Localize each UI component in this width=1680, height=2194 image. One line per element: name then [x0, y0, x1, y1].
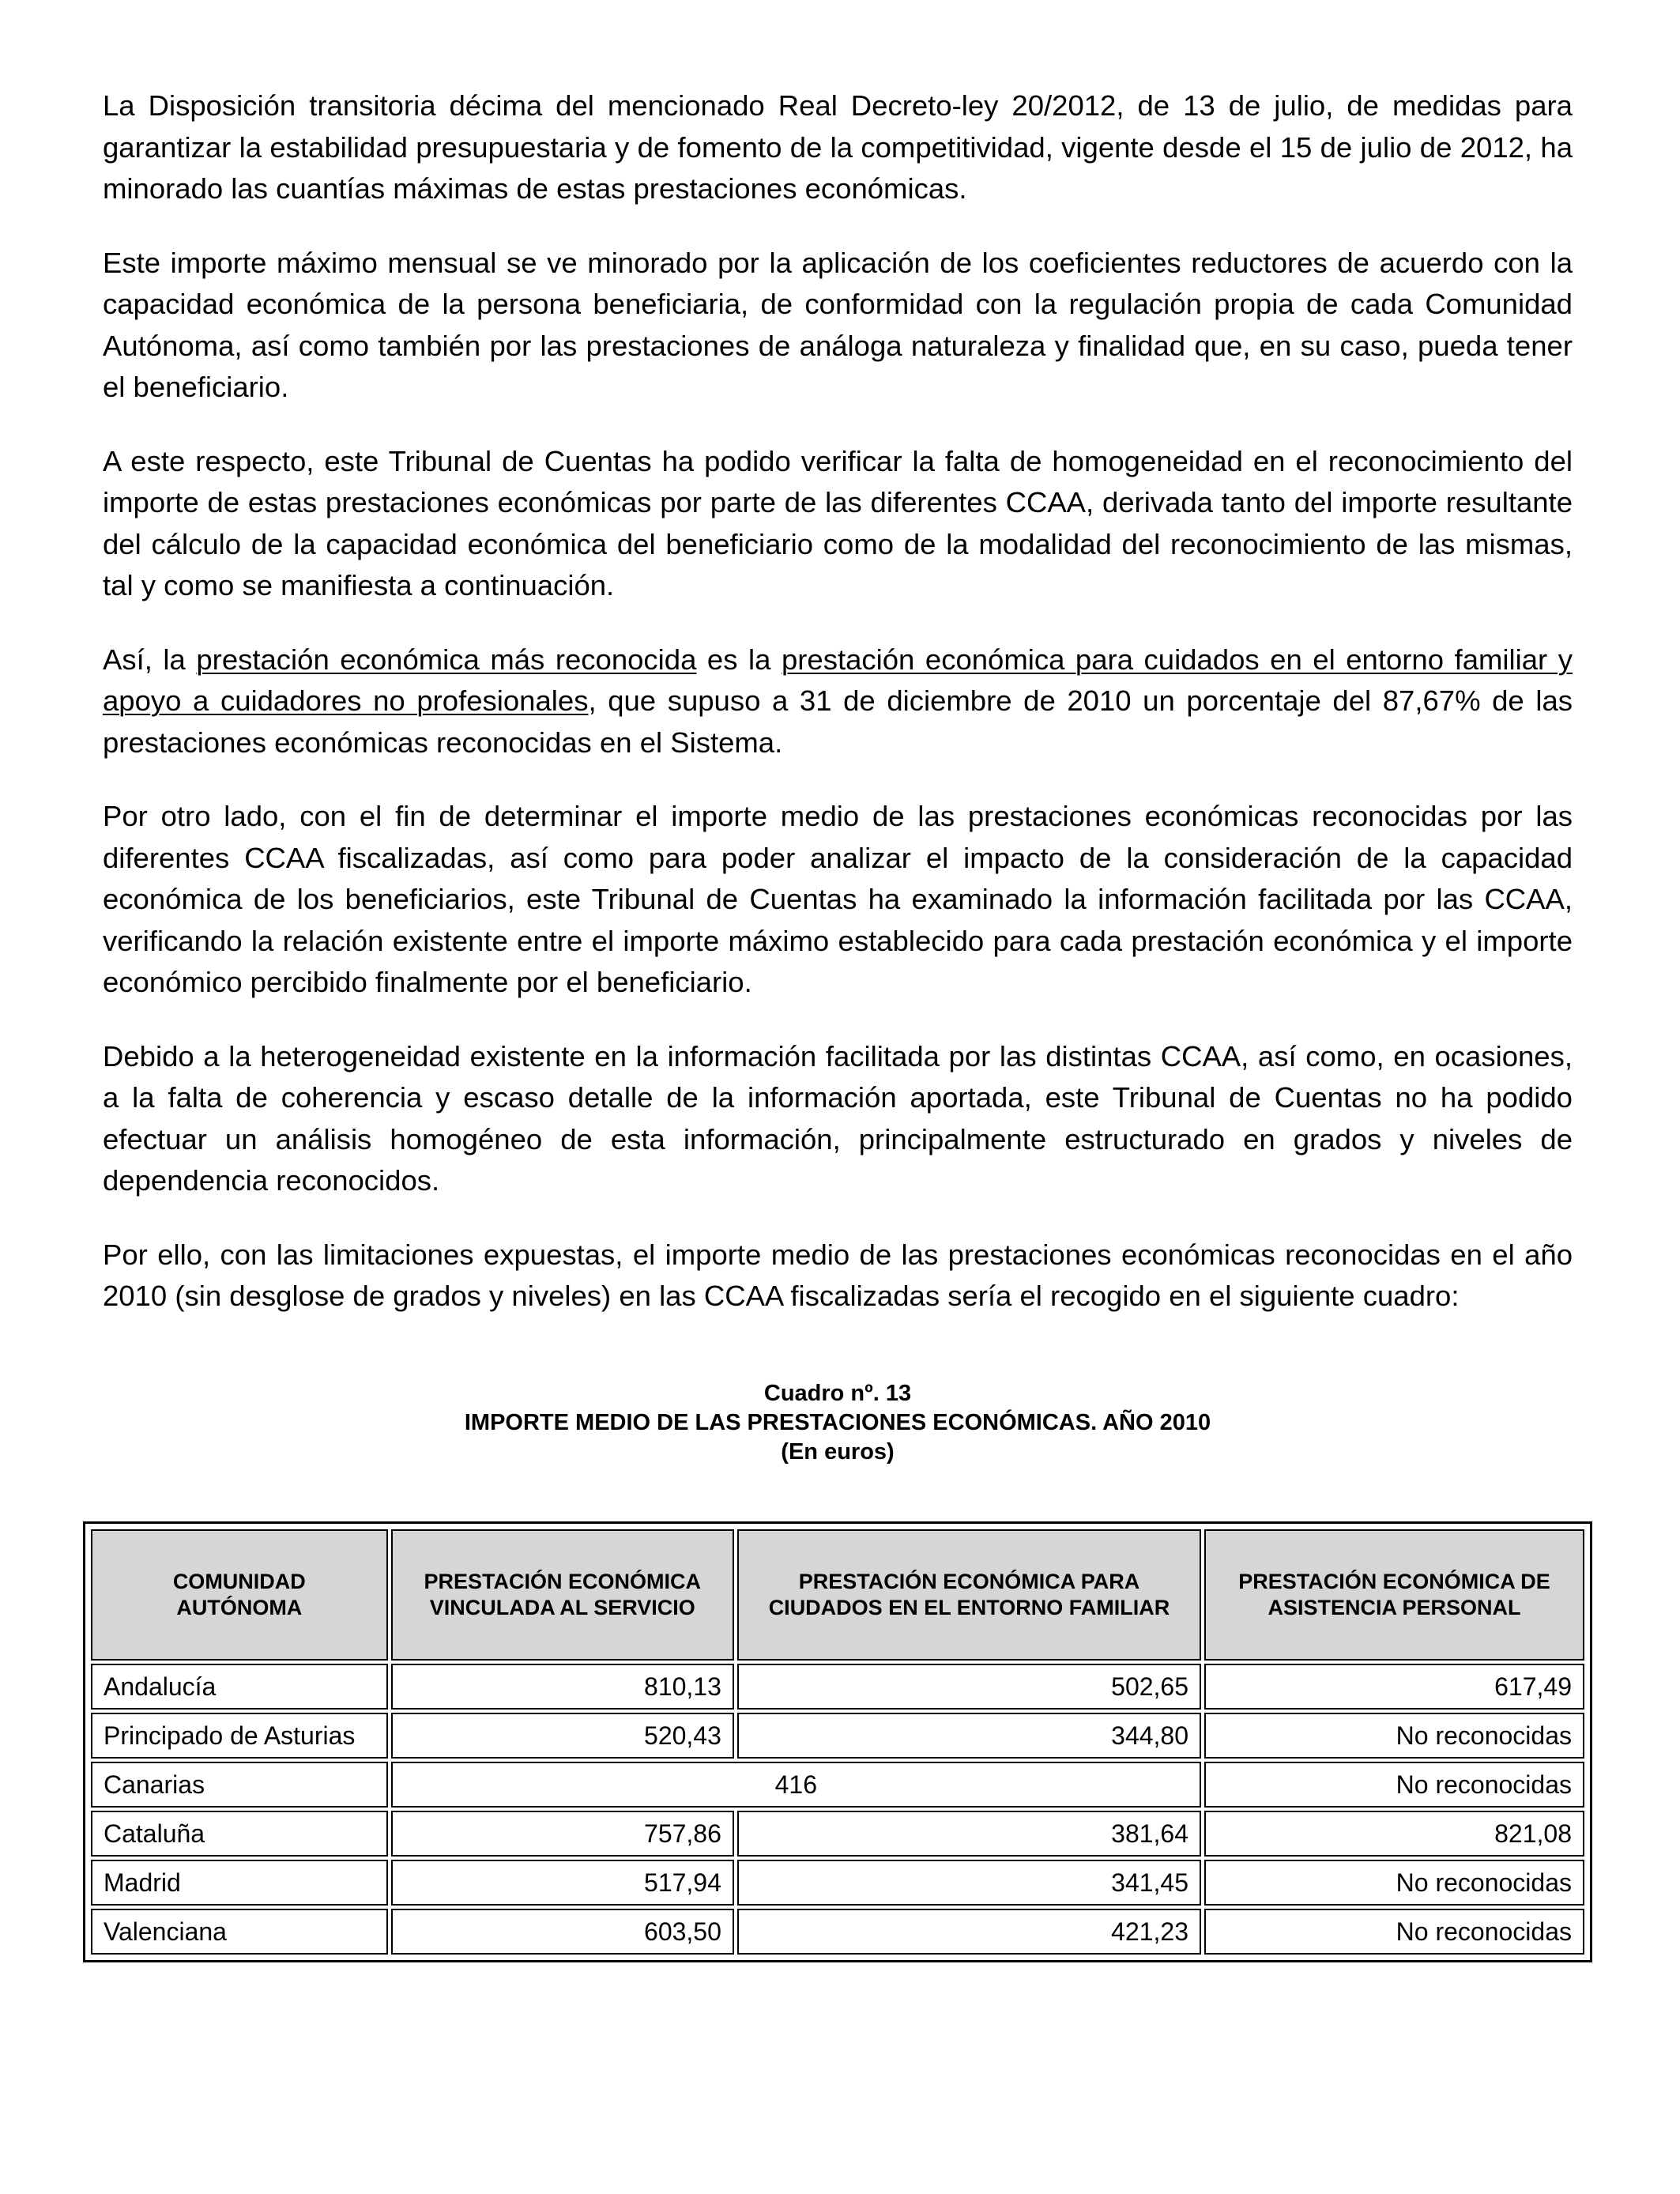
table-caption-title: IMPORTE MEDIO DE LAS PRESTACIONES ECONÓMICAS. AÑO 2010: [464, 1409, 1211, 1435]
cell-merged-vinculada-entorno: 416: [391, 1762, 1201, 1808]
cell-vinculada: 810,13: [391, 1664, 734, 1710]
header-comunidad: COMUNIDAD AUTÓNOMA: [91, 1529, 388, 1661]
table-row: [91, 1664, 1584, 1710]
paragraph-4-text-b: es la: [696, 643, 782, 676]
table-row: [91, 1713, 1584, 1759]
cell-asistencia: No reconocidas: [1204, 1762, 1584, 1808]
paragraph-4-underline-2: prestación económica para cuidados en el entorno familiar y apoyo a cuidadores no profesionales: [103, 643, 1573, 717]
paragraph-5: Por otro lado, con el fin de determinar el importe medio de las prestaciones económicas reconocidas por las diferentes CCAA fiscalizadas, así como para poder analizar el impacto de la consideración de la capacidad económica de los beneficiarios, este Tribunal de Cuentas ha examinado la información facilitada por las CCAA, verificando la relación existente entre el importe máximo establecido para cada prestación económica y el importe económico percibido finalmente por el beneficiario.: [103, 800, 1573, 998]
table-frame: [83, 1521, 1592, 1962]
cell-vinculada: 517,94: [391, 1860, 734, 1906]
table-caption-unit: (En euros): [781, 1438, 895, 1465]
header-vinculada-servicio: PRESTACIÓN ECONÓMICA VINCULADA AL SERVICIO: [391, 1529, 734, 1661]
paragraph-3: A este respecto, este Tribunal de Cuentas ha podido verificar la falta de homogeneidad en el reconocimiento del importe de estas prestaciones económicas por parte de las diferentes CCAA, derivada tanto del importe resultante del cálculo de la capacidad económica del beneficiario como de la modalidad del reconocimiento de las mismas, tal y como se manifiesta a continuación.: [103, 444, 1573, 601]
paragraph-1: La Disposición transitoria décima del mencionado Real Decreto-ley 20/2012, de 13 de julio, de medidas para garantizar la estabilidad presupuestaria y de fomento de la competitividad, vigente desde el 15 de julio de 2012, ha minorado las cuantías máximas de estas prestaciones económicas.: [103, 89, 1573, 205]
cell-comunidad: Andalucía: [91, 1664, 388, 1710]
cell-entorno: 344,80: [737, 1713, 1201, 1759]
cell-comunidad: Madrid: [91, 1860, 388, 1906]
table-header-row: [91, 1529, 1584, 1661]
table-row: [91, 1811, 1584, 1857]
cell-comunidad: Canarias: [91, 1762, 388, 1808]
paragraph-4-text-a: Así, la: [103, 643, 197, 676]
cell-comunidad: Cataluña: [91, 1811, 388, 1857]
cell-comunidad: Valenciana: [91, 1909, 388, 1955]
cell-entorno: 502,65: [737, 1664, 1201, 1710]
cell-vinculada: 520,43: [391, 1713, 734, 1759]
table-row: [91, 1909, 1584, 1955]
paragraph-4-text-c: , que supuso a 31 de diciembre de 2010 un porcentaje del 87,67% de las prestaciones económicas reconocidas en el Sistema.: [103, 684, 1573, 759]
cell-asistencia: No reconocidas: [1204, 1909, 1584, 1955]
cell-asistencia: 617,49: [1204, 1664, 1584, 1710]
cell-asistencia: 821,08: [1204, 1811, 1584, 1857]
cell-asistencia: No reconocidas: [1204, 1860, 1584, 1906]
cell-entorno: 341,45: [737, 1860, 1201, 1906]
cell-asistencia: No reconocidas: [1204, 1713, 1584, 1759]
paragraph-2: Este importe máximo mensual se ve minorado por la aplicación de los coeficientes reductores de acuerdo con la capacidad económica de la persona beneficiaria, de conformidad con la regulación propia de cada Comunidad Autónoma, así como también por las prestaciones de análoga naturaleza y finalidad que, en su caso, pueda tener el beneficiario.: [103, 246, 1573, 403]
prestaciones-table: [88, 1526, 1588, 1958]
cell-vinculada: 603,50: [391, 1909, 734, 1955]
paragraph-6: Debido a la heterogeneidad existente en la información facilitada por las distintas CCAA, así como, en ocasiones, a la falta de coherencia y escaso detalle de la información aportada, este Tribunal de Cuentas no ha podido efectuar un análisis homogéneo de esta información, principalmente estructurado en grados y niveles de dependencia reconocidos.: [103, 1039, 1573, 1197]
header-entorno-familiar: PRESTACIÓN ECONÓMICA PARA CIUDADOS EN EL ENTORNO FAMILIAR: [737, 1529, 1201, 1661]
cell-comunidad: Principado de Asturias: [91, 1713, 388, 1759]
table-row: [91, 1762, 1584, 1808]
cell-entorno: 421,23: [737, 1909, 1201, 1955]
cell-entorno: 381,64: [737, 1811, 1201, 1857]
paragraph-4: [103, 639, 1573, 764]
header-asistencia-personal: PRESTACIÓN ECONÓMICA DE ASISTENCIA PERSONAL: [1204, 1529, 1584, 1661]
table-row: [91, 1860, 1584, 1906]
table-caption-number: Cuadro nº. 13: [763, 1380, 912, 1406]
table-caption: [103, 1379, 1573, 1467]
paragraph-4-underline-1: prestación económica más reconocida: [196, 643, 697, 676]
document-page: [103, 85, 1573, 1467]
cell-vinculada: 757,86: [391, 1811, 734, 1857]
paragraph-7: Por ello, con las limitaciones expuestas, el importe medio de las prestaciones económicas reconocidas en el año 2010 (sin desglose de grados y niveles) en las CCAA fiscalizadas sería el recogido en el siguiente cuadro:: [103, 1238, 1573, 1312]
